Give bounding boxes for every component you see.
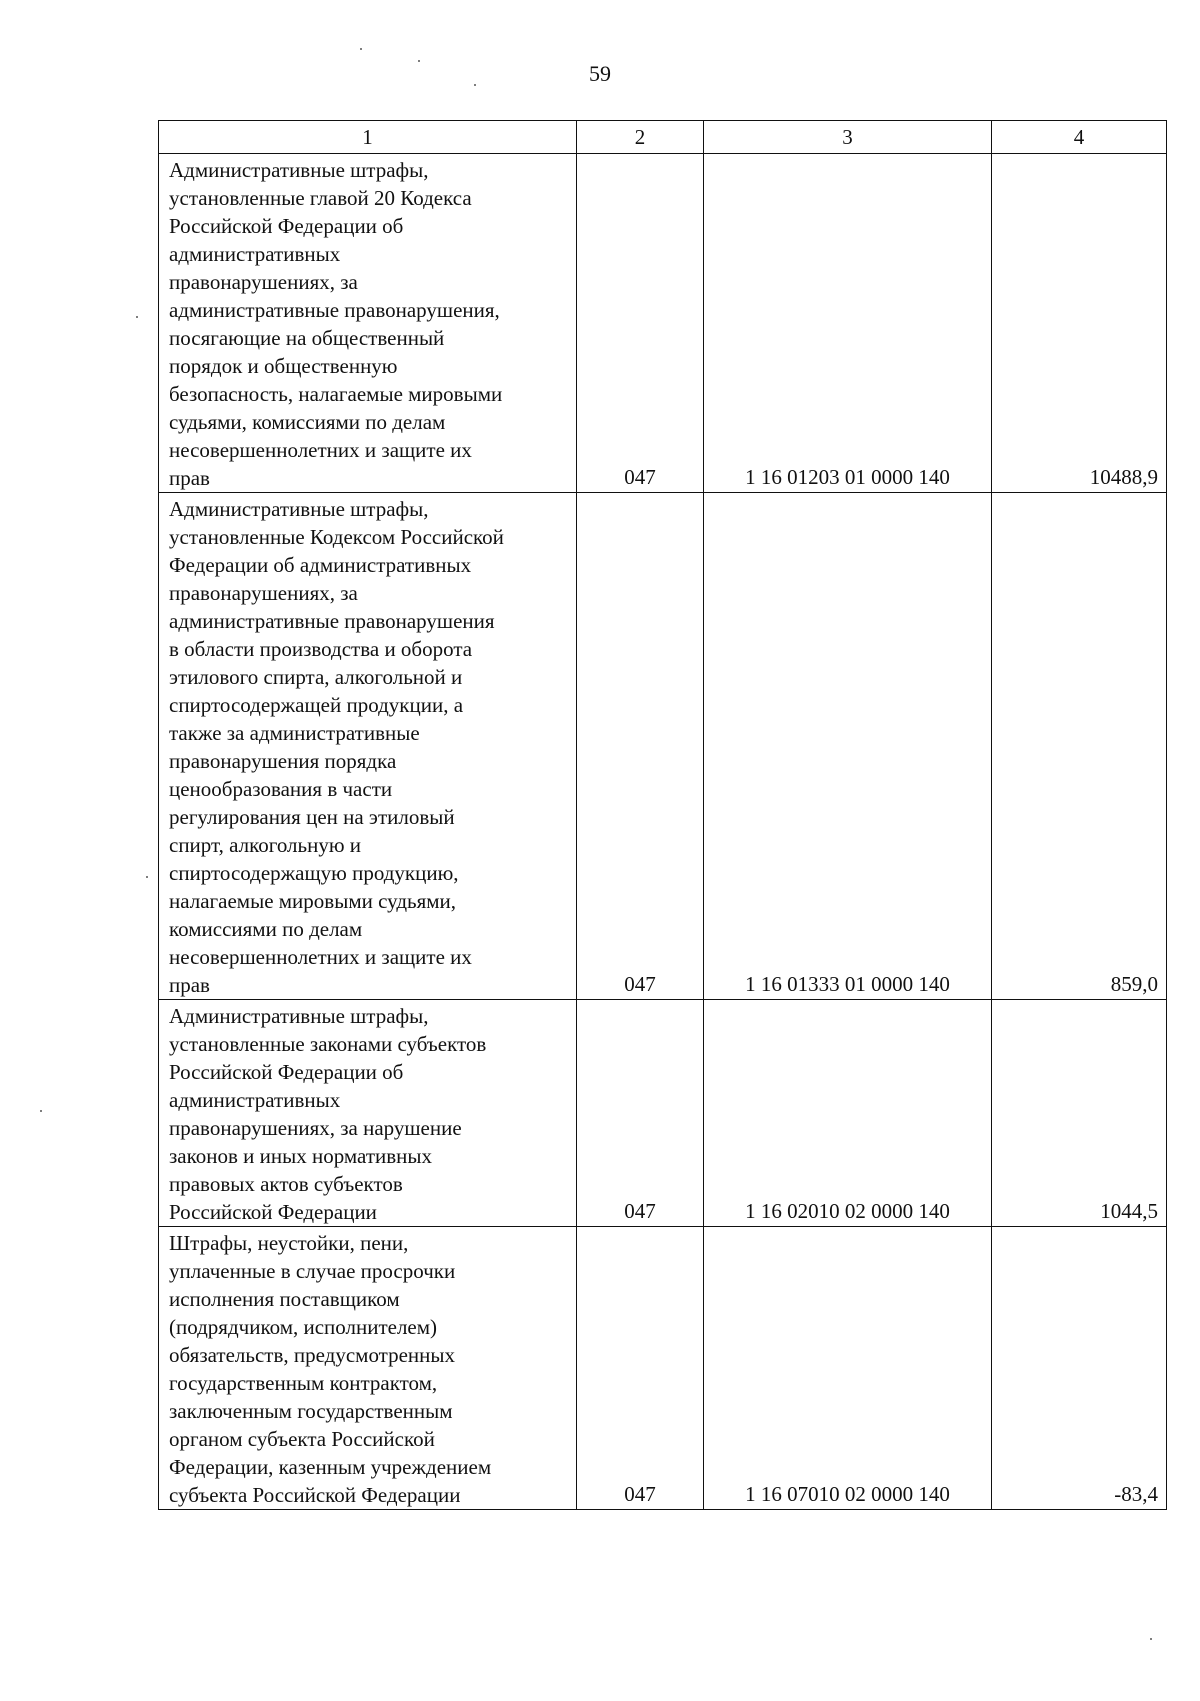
description-line: порядок и общественную — [169, 354, 398, 378]
description-line: Федерации, казенным учреждением — [169, 1455, 492, 1479]
scan-speck — [418, 60, 420, 62]
admin-code-cell — [577, 493, 704, 1000]
admin-code: 047 — [624, 1482, 656, 1506]
admin-code: 047 — [624, 1199, 656, 1223]
admin-code-cell — [577, 1000, 704, 1227]
amount-value: -83,4 — [1114, 1482, 1158, 1506]
description-line: Административные штрафы, — [169, 497, 429, 521]
description-line: судьями, комиссиями по делам — [169, 410, 446, 434]
description-line: органом субъекта Российской — [169, 1427, 435, 1451]
description-line: Федерации об административных — [169, 553, 472, 577]
description-line: Российской Федерации об — [169, 1060, 404, 1084]
description-line: субъекта Российской Федерации — [169, 1483, 461, 1507]
admin-code-cell — [577, 154, 704, 493]
description-line: этилового спирта, алкогольной и — [169, 665, 463, 689]
description-line: правонарушения порядка — [169, 749, 397, 773]
kbk-code: 1 16 01333 01 0000 140 — [745, 972, 950, 996]
description-line: правовых актов субъектов — [169, 1172, 403, 1196]
description-line: также за административные — [169, 721, 420, 745]
description-line: посягающие на общественный — [169, 326, 445, 350]
description-line: прав — [169, 973, 210, 997]
scan-speck — [360, 48, 362, 50]
amount-value: 10488,9 — [1089, 465, 1158, 489]
description-line: Административные штрафы, — [169, 158, 429, 182]
description-line: Российской Федерации об — [169, 214, 404, 238]
kbk-code: 1 16 01203 01 0000 140 — [745, 465, 950, 489]
scan-speck — [1150, 1638, 1152, 1640]
description-line: установленные главой 20 Кодекса — [169, 186, 472, 210]
table-row — [159, 1227, 1167, 1510]
description-line: заключенным государственным — [169, 1399, 453, 1423]
description-line: несовершеннолетних и защите их — [169, 438, 472, 462]
table-row — [159, 493, 1167, 1000]
description-line: правонарушениях, за — [169, 581, 358, 605]
row-description — [159, 493, 577, 1000]
description-line: несовершеннолетних и защите их — [169, 945, 472, 969]
description-line: регулирования цен на этиловый — [169, 805, 455, 829]
table-row — [159, 1000, 1167, 1227]
amount-cell — [992, 1000, 1167, 1227]
scan-speck — [136, 316, 138, 318]
column-header-4: 4 — [992, 121, 1167, 154]
description-line: административные правонарушения — [169, 609, 495, 633]
admin-code: 047 — [624, 465, 656, 489]
description-line: Административные штрафы, — [169, 1004, 429, 1028]
row-description — [159, 154, 577, 493]
row-description — [159, 1227, 577, 1510]
description-line: административных — [169, 242, 341, 266]
description-line: прав — [169, 466, 210, 490]
amount-cell — [992, 493, 1167, 1000]
description-line: государственным контрактом, — [169, 1371, 438, 1395]
scan-speck — [40, 1110, 42, 1112]
description-line: исполнения поставщиком — [169, 1287, 400, 1311]
description-line: (подрядчиком, исполнителем) — [169, 1315, 438, 1339]
description-line: правонарушениях, за нарушение — [169, 1116, 462, 1140]
admin-code: 047 — [624, 972, 656, 996]
description-line: спиртосодержащей продукции, а — [169, 693, 464, 717]
scan-speck — [146, 876, 148, 878]
column-header-3: 3 — [704, 121, 992, 154]
description-line: установленные законами субъектов — [169, 1032, 487, 1056]
description-line: ценообразования в части — [169, 777, 393, 801]
description-line: уплаченные в случае просрочки — [169, 1259, 456, 1283]
description-line: установленные Кодексом Российской — [169, 525, 504, 549]
page-number: 59 — [589, 61, 611, 86]
description-line: комиссиями по делам — [169, 917, 363, 941]
column-header-2: 2 — [577, 121, 704, 154]
description-line: Российской Федерации — [169, 1200, 377, 1224]
description-line: Штрафы, неустойки, пени, — [169, 1231, 409, 1255]
description-line: административные правонарушения, — [169, 298, 500, 322]
table-row — [159, 154, 1167, 493]
description-line: безопасность, налагаемые мировыми — [169, 382, 503, 406]
kbk-code: 1 16 02010 02 0000 140 — [745, 1199, 950, 1223]
admin-code-cell — [577, 1227, 704, 1510]
description-line: спиртосодержащую продукцию, — [169, 861, 459, 885]
column-header-1: 1 — [159, 121, 577, 154]
row-description — [159, 1000, 577, 1227]
scan-speck — [474, 84, 476, 86]
kbk-cell — [704, 493, 992, 1000]
kbk-cell — [704, 1227, 992, 1510]
description-line: законов и иных нормативных — [169, 1144, 433, 1168]
revenue-table — [158, 120, 1167, 1510]
kbk-cell — [704, 1000, 992, 1227]
amount-cell — [992, 154, 1167, 493]
description-line: обязательств, предусмотренных — [169, 1343, 456, 1367]
amount-cell — [992, 1227, 1167, 1510]
description-line: административных — [169, 1088, 341, 1112]
description-line: налагаемые мировыми судьями, — [169, 889, 457, 913]
kbk-cell — [704, 154, 992, 493]
table-header-row — [159, 121, 1167, 154]
description-line: в области производства и оборота — [169, 637, 473, 661]
amount-value: 859,0 — [1110, 972, 1158, 996]
kbk-code: 1 16 07010 02 0000 140 — [745, 1482, 950, 1506]
description-line: спирт, алкогольную и — [169, 833, 362, 857]
description-line: правонарушениях, за — [169, 270, 358, 294]
amount-value: 1044,5 — [1100, 1199, 1158, 1223]
